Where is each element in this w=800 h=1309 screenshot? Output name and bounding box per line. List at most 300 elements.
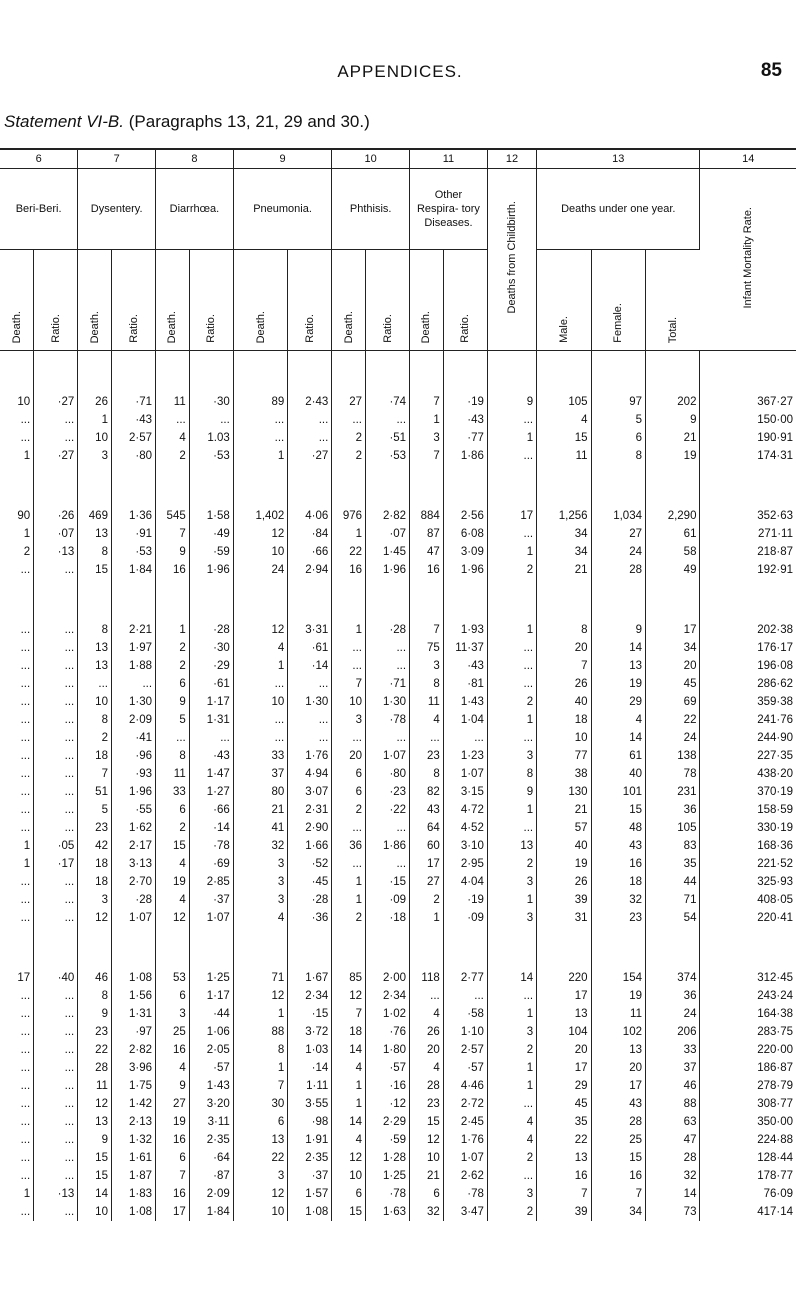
table-cell: 3 xyxy=(332,711,366,729)
table-row xyxy=(0,873,796,891)
table-cell: ... xyxy=(288,429,332,447)
table-cell: 43 xyxy=(410,801,444,819)
table-cell: 13 xyxy=(591,657,645,675)
table-cell: 1 xyxy=(0,525,34,543)
table-cell: 89 xyxy=(233,393,287,411)
table-row xyxy=(0,429,796,447)
table-cell: ... xyxy=(34,621,78,639)
table-cell: 2 xyxy=(332,801,366,819)
table-cell: 10 xyxy=(78,693,112,711)
col-number: 6 xyxy=(0,149,78,169)
table-cell: 25 xyxy=(156,1023,190,1041)
table-cell: 14 xyxy=(332,1113,366,1131)
table-cell: 12 xyxy=(233,525,287,543)
table-cell: 6 xyxy=(156,987,190,1005)
table-cell: 1·96 xyxy=(111,783,155,801)
table-cell: 2 xyxy=(487,855,536,873)
table-cell: 10 xyxy=(332,1167,366,1185)
table-row xyxy=(0,1167,796,1185)
table-cell: ... xyxy=(0,1023,34,1041)
table-cell: 39 xyxy=(537,1203,591,1221)
table-cell: 1·42 xyxy=(111,1095,155,1113)
table-cell: ... xyxy=(366,819,410,837)
table-cell: ... xyxy=(0,675,34,693)
table-cell: ·59 xyxy=(189,543,233,561)
table-cell: 4·52 xyxy=(443,819,487,837)
table-cell: 220 xyxy=(537,969,591,987)
table-cell: 2·85 xyxy=(189,873,233,891)
table-cell: ... xyxy=(34,639,78,657)
table-cell: 4 xyxy=(410,1059,444,1077)
table-cell: ... xyxy=(443,987,487,1005)
table-cell: 350·00 xyxy=(757,1116,793,1128)
group-header-row xyxy=(0,169,796,250)
table-cell: ·49 xyxy=(189,525,233,543)
table-cell: ... xyxy=(0,729,34,747)
col-number: 10 xyxy=(332,149,410,169)
table-cell: 1·08 xyxy=(288,1203,332,1221)
table-cell: 87 xyxy=(410,525,444,543)
table-cell: ... xyxy=(487,639,536,657)
table-cell: 1 xyxy=(487,429,536,447)
table-cell: 1·57 xyxy=(288,1185,332,1203)
table-cell: ... xyxy=(0,1113,34,1131)
table-cell: ... xyxy=(332,411,366,429)
table-cell: 32 xyxy=(233,837,287,855)
table-cell: 4 xyxy=(156,429,190,447)
table-cell: 47 xyxy=(410,543,444,561)
table-cell: 1 xyxy=(332,891,366,909)
table-cell: 1·17 xyxy=(189,987,233,1005)
table-cell: 28 xyxy=(410,1077,444,1095)
table-cell: 2·82 xyxy=(111,1041,155,1059)
table-cell: ·53 xyxy=(111,543,155,561)
col-number: 13 xyxy=(537,149,700,169)
running-header: APPENDICES. xyxy=(337,62,463,81)
table-row xyxy=(0,639,796,657)
table-cell: ... xyxy=(0,765,34,783)
table-cell: 7 xyxy=(332,1005,366,1023)
table-cell: 10 xyxy=(233,1203,287,1221)
table-cell: ·07 xyxy=(366,525,410,543)
sub-death: Death. xyxy=(332,250,366,351)
table-row xyxy=(0,729,796,747)
table-cell: 15 xyxy=(410,1113,444,1131)
table-cell: ... xyxy=(366,411,410,429)
table-cell: ·45 xyxy=(288,873,332,891)
table-cell: 1·07 xyxy=(366,747,410,765)
table-cell: 45 xyxy=(537,1095,591,1113)
table-cell: 1·30 xyxy=(111,693,155,711)
table-cell: 1,256 xyxy=(537,507,591,525)
table-cell: 88 xyxy=(233,1023,287,1041)
table-cell: 3·96 xyxy=(111,1059,155,1077)
table-cell: 88 xyxy=(645,1095,699,1113)
table-cell: 1·36 xyxy=(111,507,155,525)
table-cell: ... xyxy=(0,657,34,675)
table-cell: 8 xyxy=(537,621,591,639)
table-cell: 4 xyxy=(591,711,645,729)
table-cell: 27 xyxy=(156,1095,190,1113)
table-cell: 1·96 xyxy=(366,561,410,579)
table-cell: 1 xyxy=(233,657,287,675)
table-cell: 178·77 xyxy=(757,1170,793,1182)
table-cell: 1 xyxy=(332,1095,366,1113)
table-cell: 3 xyxy=(487,873,536,891)
table-row xyxy=(0,819,796,837)
table-cell: 13 xyxy=(233,1131,287,1149)
table-cell: ·59 xyxy=(366,1131,410,1149)
table-cell: 2·00 xyxy=(366,969,410,987)
table-cell: 2 xyxy=(332,909,366,927)
table-cell: 3·55 xyxy=(288,1095,332,1113)
table-cell: 22 xyxy=(78,1041,112,1059)
table-cell: 21 xyxy=(537,561,591,579)
table-cell: 1·87 xyxy=(111,1167,155,1185)
table-cell: ... xyxy=(0,1041,34,1059)
table-cell: ... xyxy=(0,1095,34,1113)
table-cell: 168·36 xyxy=(757,840,793,852)
table-cell: 10 xyxy=(78,1203,112,1221)
table-cell: 18 xyxy=(537,711,591,729)
table-cell: 15 xyxy=(591,801,645,819)
table-cell: ... xyxy=(34,765,78,783)
table-cell: ... xyxy=(487,1167,536,1185)
table-cell: 11 xyxy=(78,1077,112,1095)
table-cell: 243·24 xyxy=(757,990,793,1002)
table-cell: 33 xyxy=(645,1041,699,1059)
table-cell: ... xyxy=(487,525,536,543)
table-cell: 2·34 xyxy=(366,987,410,1005)
table-cell: ... xyxy=(233,411,287,429)
table-cell: ·43 xyxy=(189,747,233,765)
table-cell: 202 xyxy=(645,393,699,411)
table-cell: 20 xyxy=(591,1059,645,1077)
table-cell: 7 xyxy=(537,1185,591,1203)
table-cell: ·57 xyxy=(366,1059,410,1077)
table-row xyxy=(0,525,796,543)
table-row xyxy=(0,1059,796,1077)
table-cell: 26 xyxy=(78,393,112,411)
table-cell: 417·14 xyxy=(757,1206,793,1218)
table-cell: 3·11 xyxy=(189,1113,233,1131)
table-cell: 17 xyxy=(0,969,34,987)
table-cell: 1 xyxy=(0,855,34,873)
table-cell: 1 xyxy=(156,621,190,639)
table-cell: 53 xyxy=(156,969,190,987)
table-cell: ·81 xyxy=(443,675,487,693)
table-cell: 1·75 xyxy=(111,1077,155,1095)
table-cell: ... xyxy=(487,675,536,693)
table-cell: 82 xyxy=(410,783,444,801)
table-cell: 4·06 xyxy=(288,507,332,525)
table-cell: 4 xyxy=(487,1131,536,1149)
table-cell: 154 xyxy=(591,969,645,987)
table-cell: 164·38 xyxy=(757,1008,793,1020)
table-cell: ... xyxy=(34,987,78,1005)
table-cell: 46 xyxy=(78,969,112,987)
table-cell: 227·35 xyxy=(757,750,793,762)
table-cell: 1·06 xyxy=(189,1023,233,1041)
table-cell: ... xyxy=(288,711,332,729)
table-cell: 16 xyxy=(156,561,190,579)
table-cell: ... xyxy=(34,711,78,729)
table-cell: ·19 xyxy=(443,393,487,411)
table-cell: 4 xyxy=(233,639,287,657)
table-cell: 1·63 xyxy=(366,1203,410,1221)
table-cell: ·58 xyxy=(443,1005,487,1023)
group-deaths-under-one: Deaths under one year. xyxy=(537,169,700,250)
table-cell: 22 xyxy=(332,543,366,561)
table-cell: ... xyxy=(34,873,78,891)
sub-death: Death. xyxy=(0,250,34,351)
table-cell: ... xyxy=(332,639,366,657)
table-row xyxy=(0,393,796,411)
col-number: 9 xyxy=(233,149,332,169)
table-cell: 64 xyxy=(410,819,444,837)
table-cell: 1·32 xyxy=(111,1131,155,1149)
group-dysentery: Dysentery. xyxy=(78,169,156,250)
table-row xyxy=(0,411,796,429)
table-cell: ... xyxy=(0,747,34,765)
table-row xyxy=(0,1077,796,1095)
table-cell: ... xyxy=(0,873,34,891)
table-cell: 1·08 xyxy=(111,969,155,987)
table-cell: 367·27 xyxy=(757,396,793,408)
table-cell: 30 xyxy=(233,1095,287,1113)
table-cell: 2 xyxy=(410,891,444,909)
table-cell: ... xyxy=(0,1005,34,1023)
table-cell: 37 xyxy=(645,1059,699,1077)
table-cell: 14 xyxy=(645,1185,699,1203)
table-cell: 3 xyxy=(487,1023,536,1041)
sub-ratio: Ratio. xyxy=(111,250,155,351)
table-cell: ·37 xyxy=(288,1167,332,1185)
subheader-row xyxy=(0,250,796,351)
table-cell: 1·07 xyxy=(111,909,155,927)
table-cell: ·84 xyxy=(288,525,332,543)
table-cell: 3·15 xyxy=(443,783,487,801)
table-cell: 138 xyxy=(645,747,699,765)
table-cell: 9 xyxy=(78,1005,112,1023)
table-cell: 1·56 xyxy=(111,987,155,1005)
table-cell: 26 xyxy=(537,873,591,891)
table-cell: 19 xyxy=(537,855,591,873)
table-cell: ... xyxy=(443,729,487,747)
table-cell: 16 xyxy=(591,1167,645,1185)
table-cell: 34 xyxy=(591,1203,645,1221)
table-cell: 1·67 xyxy=(288,969,332,987)
table-cell: 1·31 xyxy=(111,1005,155,1023)
table-cell: ... xyxy=(233,675,287,693)
table-cell: ·09 xyxy=(366,891,410,909)
table-cell: ... xyxy=(288,411,332,429)
table-cell: 20 xyxy=(645,657,699,675)
table-cell: 25 xyxy=(591,1131,645,1149)
table-cell: 1·88 xyxy=(111,657,155,675)
table-cell: 21 xyxy=(410,1167,444,1185)
table-cell: 2 xyxy=(78,729,112,747)
table-cell: 21 xyxy=(537,801,591,819)
table-cell: 1,034 xyxy=(591,507,645,525)
table-cell: ·87 xyxy=(189,1167,233,1185)
table-cell: ... xyxy=(366,729,410,747)
table-cell: 10 xyxy=(332,693,366,711)
table-cell: 1·76 xyxy=(443,1131,487,1149)
table-cell: 101 xyxy=(591,783,645,801)
table-cell: 8 xyxy=(156,747,190,765)
table-cell: 6 xyxy=(332,1185,366,1203)
table-row xyxy=(0,693,796,711)
table-cell: 9 xyxy=(156,1077,190,1095)
table-cell: 312·45 xyxy=(757,972,793,984)
table-cell: 220·00 xyxy=(757,1044,793,1056)
table-cell: 408·05 xyxy=(757,894,793,906)
table-cell: ·43 xyxy=(443,657,487,675)
table-cell: 24 xyxy=(645,729,699,747)
table-cell: ·17 xyxy=(34,855,78,873)
table-cell: 34 xyxy=(537,543,591,561)
table-cell: 44 xyxy=(645,873,699,891)
table-cell: ... xyxy=(0,411,34,429)
table-cell: 34 xyxy=(537,525,591,543)
table-cell: 14 xyxy=(332,1041,366,1059)
table-cell: 3 xyxy=(78,891,112,909)
table-cell: 4 xyxy=(332,1131,366,1149)
table-cell: 2·43 xyxy=(288,393,332,411)
table-cell: ... xyxy=(0,819,34,837)
table-cell: 1 xyxy=(332,621,366,639)
table-cell: 244·90 xyxy=(757,732,793,744)
table-cell: 13 xyxy=(537,1149,591,1167)
table-cell: 220·41 xyxy=(757,912,793,924)
table-cell: ... xyxy=(34,891,78,909)
table-cell: 370·19 xyxy=(757,786,793,798)
table-cell: 12 xyxy=(78,1095,112,1113)
table-cell: 27 xyxy=(332,393,366,411)
table-row xyxy=(0,1041,796,1059)
table-cell: ·15 xyxy=(288,1005,332,1023)
table-cell: ... xyxy=(34,561,78,579)
table-cell: 2·95 xyxy=(443,855,487,873)
table-cell: 7 xyxy=(410,393,444,411)
table-cell: ... xyxy=(410,729,444,747)
table-cell: 18 xyxy=(78,873,112,891)
table-cell: 1·47 xyxy=(189,765,233,783)
table-cell: 241·76 xyxy=(757,714,793,726)
table-cell: 2·34 xyxy=(288,987,332,1005)
table-cell: 9 xyxy=(645,411,699,429)
table-cell: 186·87 xyxy=(757,1062,793,1074)
table-cell: 104 xyxy=(537,1023,591,1041)
table-cell: 438·20 xyxy=(757,768,793,780)
table-cell: ... xyxy=(189,411,233,429)
table-cell: 1·84 xyxy=(189,1203,233,1221)
table-cell: 12 xyxy=(233,1185,287,1203)
table-cell: ·71 xyxy=(111,393,155,411)
table-cell: ·57 xyxy=(443,1059,487,1077)
table-cell: 1 xyxy=(487,1059,536,1077)
sub-ratio: Ratio. xyxy=(366,250,410,351)
table-cell: 24 xyxy=(591,543,645,561)
table-cell: ... xyxy=(34,783,78,801)
table-cell: 6 xyxy=(233,1113,287,1131)
table-cell: 3·09 xyxy=(443,543,487,561)
table-cell: ·28 xyxy=(288,891,332,909)
table-cell: 9 xyxy=(78,1131,112,1149)
table-cell: 33 xyxy=(156,783,190,801)
table-cell: 19 xyxy=(591,987,645,1005)
table-cell: 10 xyxy=(0,393,34,411)
table-cell: 1·96 xyxy=(443,561,487,579)
table-cell: 11 xyxy=(410,693,444,711)
table-cell: 196·08 xyxy=(757,660,793,672)
table-cell: 1·31 xyxy=(189,711,233,729)
table-cell: 1 xyxy=(487,1005,536,1023)
table-cell: 2 xyxy=(487,1149,536,1167)
table-cell: ·43 xyxy=(443,411,487,429)
table-cell: 10 xyxy=(233,543,287,561)
table-row xyxy=(0,1113,796,1131)
table-cell: ·53 xyxy=(366,447,410,465)
table-cell: 18 xyxy=(78,855,112,873)
table-cell: 1 xyxy=(487,891,536,909)
table-cell: 1·30 xyxy=(366,693,410,711)
table-cell: ·29 xyxy=(189,657,233,675)
table-cell: ... xyxy=(34,1023,78,1041)
table-cell: 1 xyxy=(487,711,536,729)
table-cell: 11 xyxy=(156,765,190,783)
table-cell: 3 xyxy=(233,855,287,873)
statement-title xyxy=(4,112,370,132)
table-cell: 7 xyxy=(332,675,366,693)
table-cell: ... xyxy=(0,1149,34,1167)
table-cell: 35 xyxy=(537,1113,591,1131)
table-cell: ... xyxy=(34,1203,78,1221)
table-cell: ·30 xyxy=(189,393,233,411)
table-cell: 1·25 xyxy=(366,1167,410,1185)
table-cell: 13 xyxy=(78,1113,112,1131)
table-cell: 47 xyxy=(645,1131,699,1149)
table-cell: 105 xyxy=(645,819,699,837)
table-cell: 33 xyxy=(233,747,287,765)
table-cell: 11 xyxy=(537,447,591,465)
table-cell: ·69 xyxy=(189,855,233,873)
table-cell: 2 xyxy=(156,819,190,837)
table-cell: ... xyxy=(487,657,536,675)
table-cell: 118 xyxy=(410,969,444,987)
table-cell: 22 xyxy=(645,711,699,729)
table-cell: 218·87 xyxy=(757,546,793,558)
table-cell: ... xyxy=(34,429,78,447)
table-cell: 2 xyxy=(487,1203,536,1221)
table-row xyxy=(0,507,796,525)
table-row xyxy=(0,987,796,1005)
table-cell: 17 xyxy=(591,1077,645,1095)
table-cell: 36 xyxy=(645,801,699,819)
table-cell: 2·90 xyxy=(288,819,332,837)
table-row xyxy=(0,543,796,561)
table-cell: 1 xyxy=(233,447,287,465)
table-cell: 2,290 xyxy=(645,507,699,525)
table-row xyxy=(0,1005,796,1023)
table-cell: 176·17 xyxy=(757,642,793,654)
table-cell: 17 xyxy=(410,855,444,873)
table-cell: 102 xyxy=(591,1023,645,1041)
table-cell: ·28 xyxy=(366,621,410,639)
table-cell: 359·38 xyxy=(757,696,793,708)
table-cell: 7 xyxy=(410,621,444,639)
